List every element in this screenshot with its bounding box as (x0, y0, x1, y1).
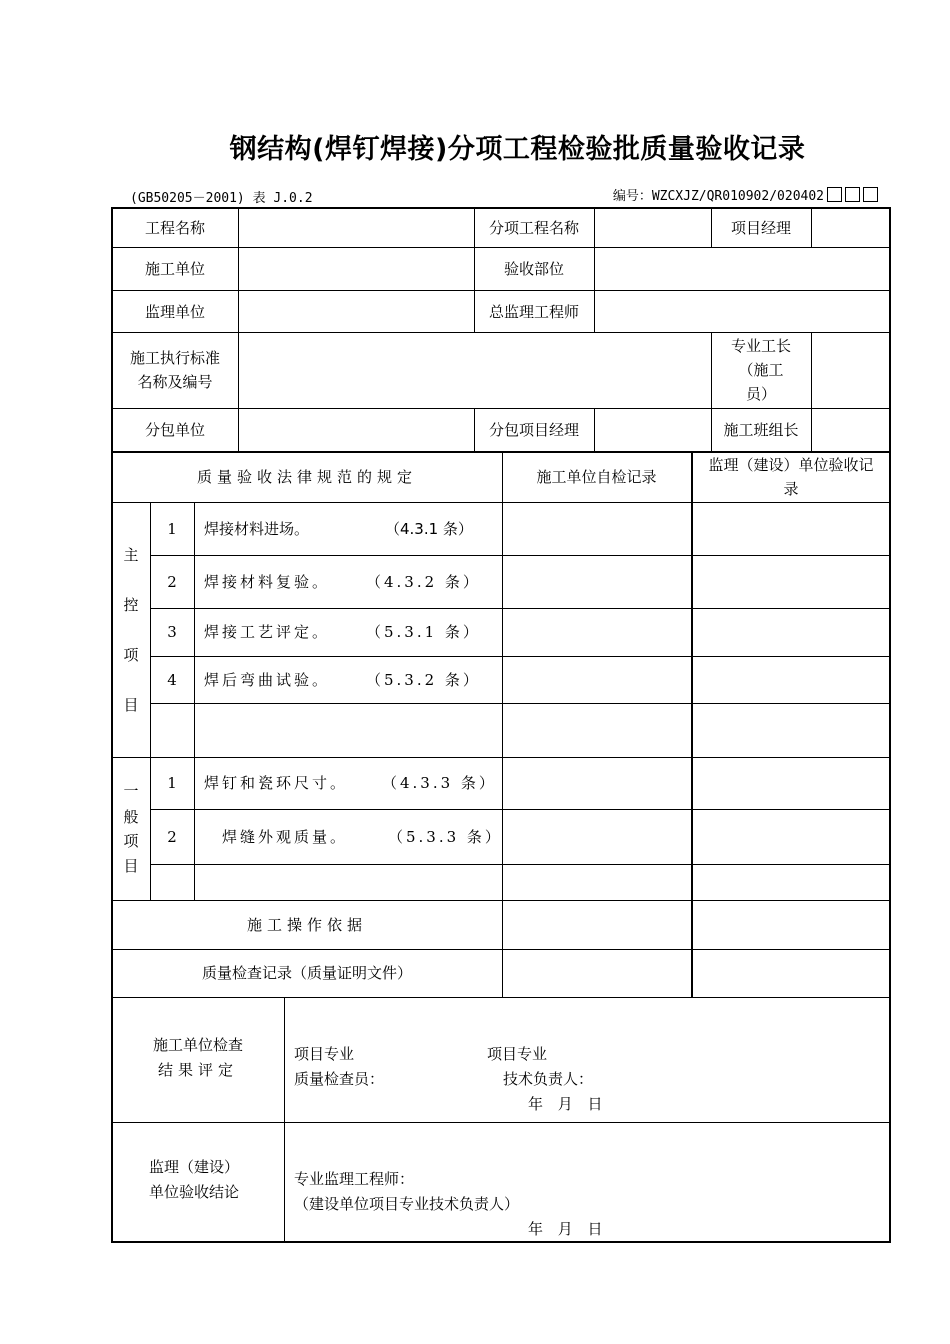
inspector-line2: 质量检查员： (294, 1070, 385, 1088)
code-box-2[interactable] (845, 187, 860, 202)
form-code (613, 185, 878, 204)
label-construction-unit: 施工单位 (144, 260, 205, 278)
row-divider (150, 703, 889, 704)
column-spec: 质量验收法律规范的规定 (196, 468, 417, 486)
main-item-text: 焊接材料复验。 (204, 573, 331, 591)
col-divider (594, 408, 595, 452)
main-item-clause: （4.3.1 条） (385, 520, 473, 538)
main-item-clause: （5.3.2 条） (366, 671, 481, 689)
row-divider (112, 290, 889, 291)
main-item-clause: （5.3.1 条） (366, 623, 481, 641)
general-item-no: 1 (167, 774, 177, 792)
column-self-check: 施工单位自检记录 (536, 468, 657, 486)
main-item-text: 焊后弯曲试验。 (204, 671, 331, 689)
label-exec-standard-line2: 名称及编号 (137, 373, 213, 391)
label-construction-result-line1: 施工单位检查 (152, 1036, 243, 1054)
main-item-no: 3 (167, 623, 177, 641)
label-exec-standard-line1: 施工执行标准 (129, 349, 220, 367)
col-divider (811, 408, 812, 452)
label-operation-basis: 施工操作依据 (246, 916, 367, 934)
supervision-date: 年 月 日 (528, 1220, 603, 1238)
general-item-no: 2 (167, 828, 177, 846)
col-divider (691, 452, 693, 998)
general-items-label-2: 般 (123, 808, 139, 826)
main-item-clause: （4.3.2 条） (366, 573, 481, 591)
label-acceptance-part: 验收部位 (503, 260, 564, 278)
label-sub-pm: 分包项目经理 (488, 421, 579, 439)
row-divider (150, 809, 889, 810)
supervising-engineer: 专业监理工程师： (294, 1170, 415, 1188)
col-divider (811, 332, 812, 409)
row-divider (112, 408, 889, 409)
main-items-label-1: 主 (123, 546, 139, 564)
main-item-no: 4 (167, 671, 177, 689)
inspector-line1: 项目专业 (294, 1045, 355, 1063)
row-divider (112, 332, 889, 333)
col-divider (502, 452, 503, 998)
general-items-label-4: 目 (123, 857, 139, 875)
label-quality-record: 质量检查记录（质量证明文件） (201, 964, 412, 982)
main-item-text: 焊接材料进场。 (204, 520, 310, 538)
col-divider (194, 502, 195, 900)
row-divider (112, 949, 889, 950)
column-supervision-line1: 监理（建设）单位验收记 (708, 456, 874, 474)
row-divider (150, 608, 889, 609)
general-item-text: 焊缝外观质量。 (222, 828, 349, 846)
main-item-no: 2 (167, 573, 177, 591)
row-divider (150, 864, 889, 865)
label-supervision-unit: 监理单位 (144, 303, 205, 321)
label-subproject-name: 分项工程名称 (488, 219, 579, 237)
label-project-manager: 项目经理 (730, 219, 791, 237)
row-divider (112, 997, 889, 998)
general-item-text: 焊钉和瓷环尺寸。 (204, 774, 349, 792)
tech-lead-line2: 技术负责人： (503, 1070, 594, 1088)
general-items-label-3: 项 (123, 832, 139, 850)
main-items-label-2: 控 (123, 596, 139, 614)
code-box-1[interactable] (827, 187, 842, 202)
main-item-text: 焊接工艺评定。 (204, 623, 331, 641)
label-chief-supervisor: 总监理工程师 (488, 303, 579, 321)
main-item-no: 1 (167, 520, 177, 538)
col-divider (811, 209, 812, 248)
row-divider (112, 247, 889, 248)
label-foreman-line1: 专业工长 (730, 337, 791, 355)
col-divider (284, 997, 285, 1241)
main-items-label-4: 目 (123, 696, 139, 714)
label-subcontractor: 分包单位 (144, 421, 205, 439)
label-construction-result-line2: 结果评定 (157, 1061, 238, 1079)
label-foreman-line3: 员） (745, 385, 776, 403)
tech-lead-line1: 项目专业 (487, 1045, 548, 1063)
column-supervision-line2: 录 (783, 480, 799, 498)
code-box-3[interactable] (863, 187, 878, 202)
row-divider (112, 1122, 889, 1123)
page-title: 钢结构(焊钉焊接)分项工程检验批质量验收记录 (229, 134, 806, 165)
label-team-leader: 施工班组长 (723, 421, 799, 439)
standard-reference: (GB50205－2001) 表 J.0.2 (130, 191, 313, 206)
main-items-label-3: 项 (123, 646, 139, 664)
form-code-label: 编号：WZCXJZ/QR010902/020402 (612, 189, 824, 204)
row-divider (112, 900, 889, 901)
label-foreman-line2: （施工 (738, 361, 784, 379)
owner-representative: （建设单位项目专业技术负责人） (294, 1195, 520, 1213)
label-project-name: 工程名称 (144, 219, 205, 237)
row-divider (112, 757, 889, 758)
row-divider (112, 502, 889, 503)
general-item-clause: （4.3.3 条） (382, 774, 497, 792)
construction-date: 年 月 日 (528, 1095, 603, 1113)
row-divider (150, 555, 889, 556)
label-supervision-conclusion-line2: 单位验收结论 (149, 1183, 240, 1201)
row-divider (150, 656, 889, 657)
col-divider (594, 209, 595, 333)
general-item-clause: （5.3.3 条） (388, 828, 503, 846)
col-divider (238, 209, 239, 452)
general-items-label-1: 一 (123, 782, 139, 800)
label-supervision-conclusion-line1: 监理（建设） (149, 1158, 240, 1176)
